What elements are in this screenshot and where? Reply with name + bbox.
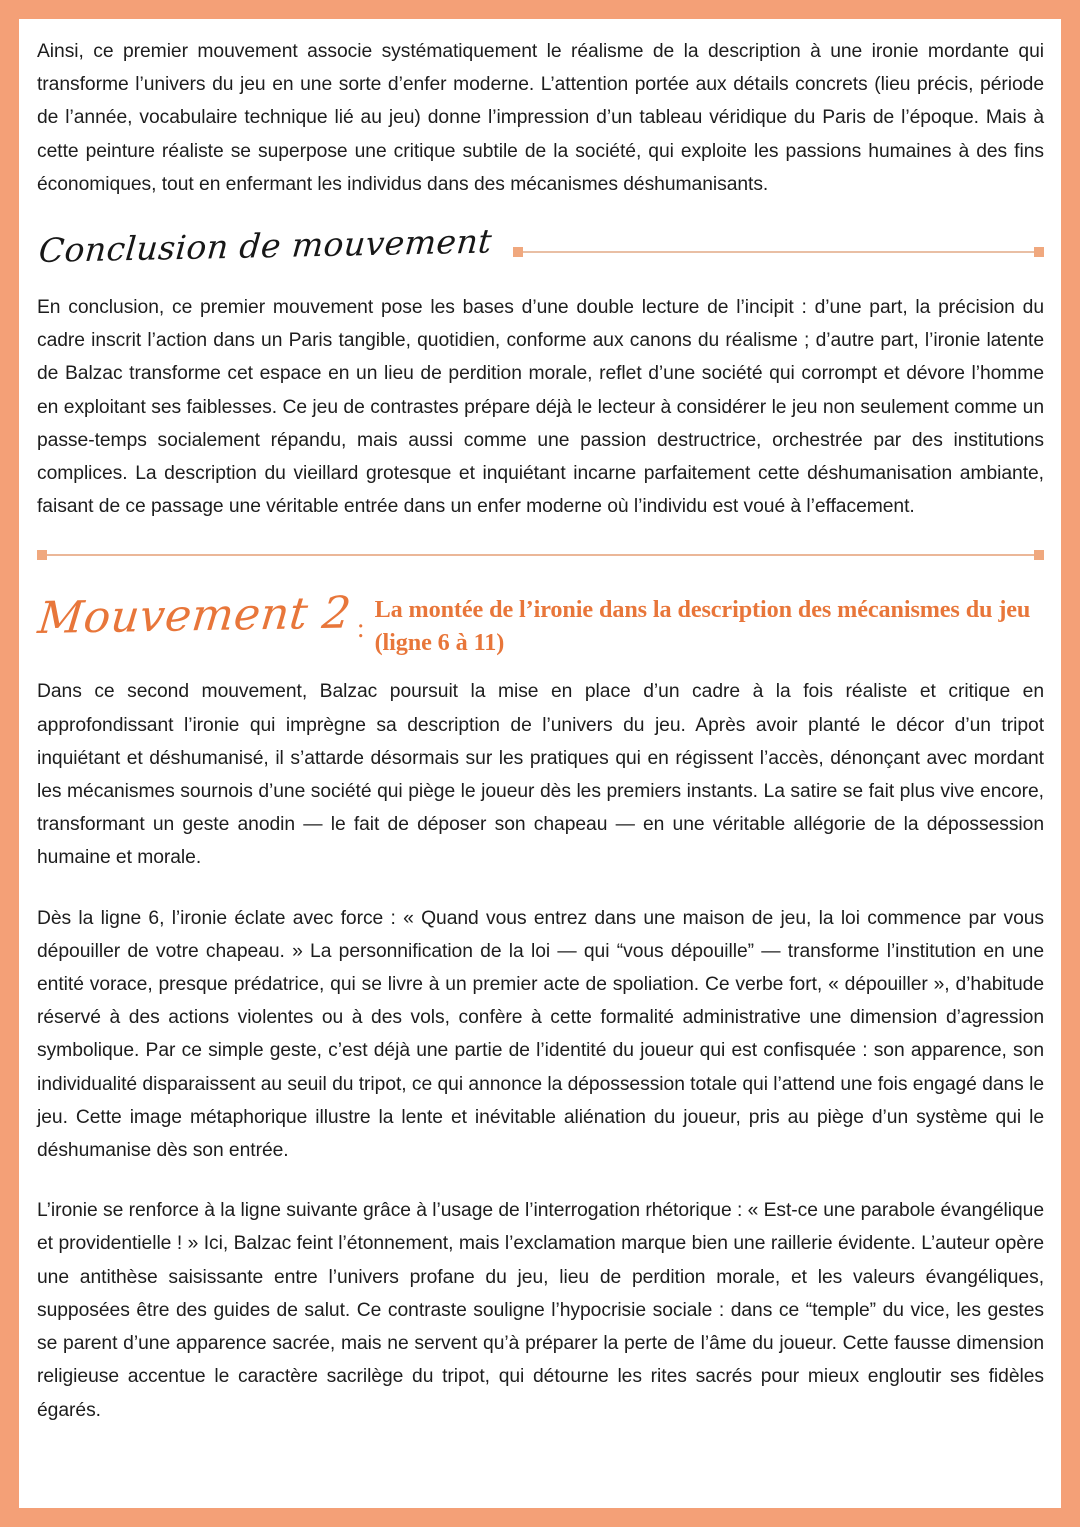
movement-lines-range: (ligne 6 à 11) <box>374 629 505 657</box>
movement-paragraph-1: Dans ce second mouvement, Balzac poursuit la mise en place d’un cadre à la fois réaliste et critique en approfondissant l’ironie qui imprègne sa description de l’univers du jeu. Après avoir planté le décor d’un tripot inquiétant et déshumanisé, il s’attarde désormais sur les pratiques qui en régissent l’accès, dénonçant avec mordant les mécanismes sournois d’une société qui piège le joueur dès les premiers instants. La satire se fait plus vive encore, transformant un geste anodin — le fait de déposer son chapeau — en une véritable allégorie de la dépossession humaine et morale. <box>37 681 1044 869</box>
movement-colon: : <box>357 613 365 644</box>
section-divider-left-cap-icon <box>37 550 47 560</box>
movement-title: La montée de l’ironie dans la description des mécanismes du jeu <box>374 596 1031 624</box>
conclusion-heading: Conclusion de mouvement <box>37 221 494 270</box>
intro-paragraph: Ainsi, ce premier mouvement associe systématiquement le réalisme de la description à une ironie mordante qui transforme l’univers du jeu en une sorte d’enfer moderne. L’attention portée aux détails concrets (lieu précis, période de l’année, vocabulaire technique lié au jeu) donne l’impression d’un tableau véridique du Paris de l’époque. Mais à cette peinture réaliste se superpose une critique subtile de la société, qui exploite les passions humaines à des fins économiques, tout en enfermant les individus dans des mécanismes déshumanisants. <box>37 41 1044 195</box>
spacer <box>37 659 1044 675</box>
spacer <box>37 523 1044 549</box>
movement-label: Mouvement 2 <box>35 587 354 645</box>
conclusion-paragraph: En conclusion, ce premier mouvement pose les bases d’une double lecture de l’incipit : d’une part, la précision du cadre inscrit l’action dans un Paris tangible, quotidien, conforme aux canons du réalisme ; d’autre part, l’ironie latente de Balzac transforme cet espace en un lieu de perdition morale, reflet d’une société qui corrompt et dévore l’homme en exploitant ses faiblesses. Ce jeu de contrastes prépare déjà le lecteur à considérer le jeu non seulement comme un passe-temps socialement répandu, mais aussi comme une passion destructrice, orchestrée par des institutions complices. La description du vieillard grotesque et inquiétant incarne parfaitement cette déshumanisation ambiante, faisant de ce passage une véritable entrée dans un enfer moderne où l’individu est voué à l’effacement. <box>37 297 1044 518</box>
spacer <box>37 201 1044 222</box>
spacer <box>37 278 1044 291</box>
page-content-area <box>19 19 1061 1508</box>
section-divider <box>37 549 1044 561</box>
movement-paragraph-2: Dès la ligne 6, l’ironie éclate avec force : « Quand vous entrez dans une maison de jeu, la loi commence par vous dépouiller de votre chapeau. » La personnification de la loi — qui “vous dépouille” — transforme l’institution en une entité vorace, presque prédatrice, qui se livre à un premier acte de spoliation. Ce verbe fort, « dépouiller », d’habitude réservé à des actions violentes ou à des vols, confère à cette formalité administrative une dimension d’agression symbolique. Par ce simple geste, c’est déjà une partie de l’identité du joueur qui est confisquée : son apparence, son individualité disparaissent au seuil du tripot, ce qui annonce la dépossession totale qui l’attend une fois engagé dans le jeu. Cette image métaphorique illustre la lente et inévitable aliénation du joueur, pris au piège d’un système qui le déshumanise dès son entrée. <box>37 907 1044 1162</box>
movement-paragraph-3: L’ironie se renforce à la ligne suivante grâce à l’usage de l’interrogation rhétorique : « Est-ce une parabole évangélique et providentielle ! » Ici, Balzac feint l’étonnement, mais l’exclamation marque bien une raillerie évidente. L’auteur opère une antithèse saisissante entre l’univers profane du jeu, lieu de perdition morale, et les valeurs évangéliques, supposées être des guides de salut. Ce contraste souligne l’hypocrisie sociale : dans ce “temple” du vice, les gestes se parent d’une apparence sacrée, mais ne servent qu’à préparer la perte de l’âme du joueur. Cette fausse dimension religieuse accentue le caractère sacrilège du tripot, qui détourne les rites sacrés pour mieux engloutir ses fidèles égarés. <box>37 1200 1044 1421</box>
divider-right-cap-icon <box>1034 247 1044 257</box>
section-divider-right-cap-icon <box>1034 550 1044 560</box>
divider-left-cap-icon <box>513 247 523 257</box>
movement-heading <box>37 583 1044 659</box>
heading-divider-line <box>513 246 1044 258</box>
conclusion-heading-row <box>37 222 1044 278</box>
movement-title-wrap <box>375 583 1044 659</box>
